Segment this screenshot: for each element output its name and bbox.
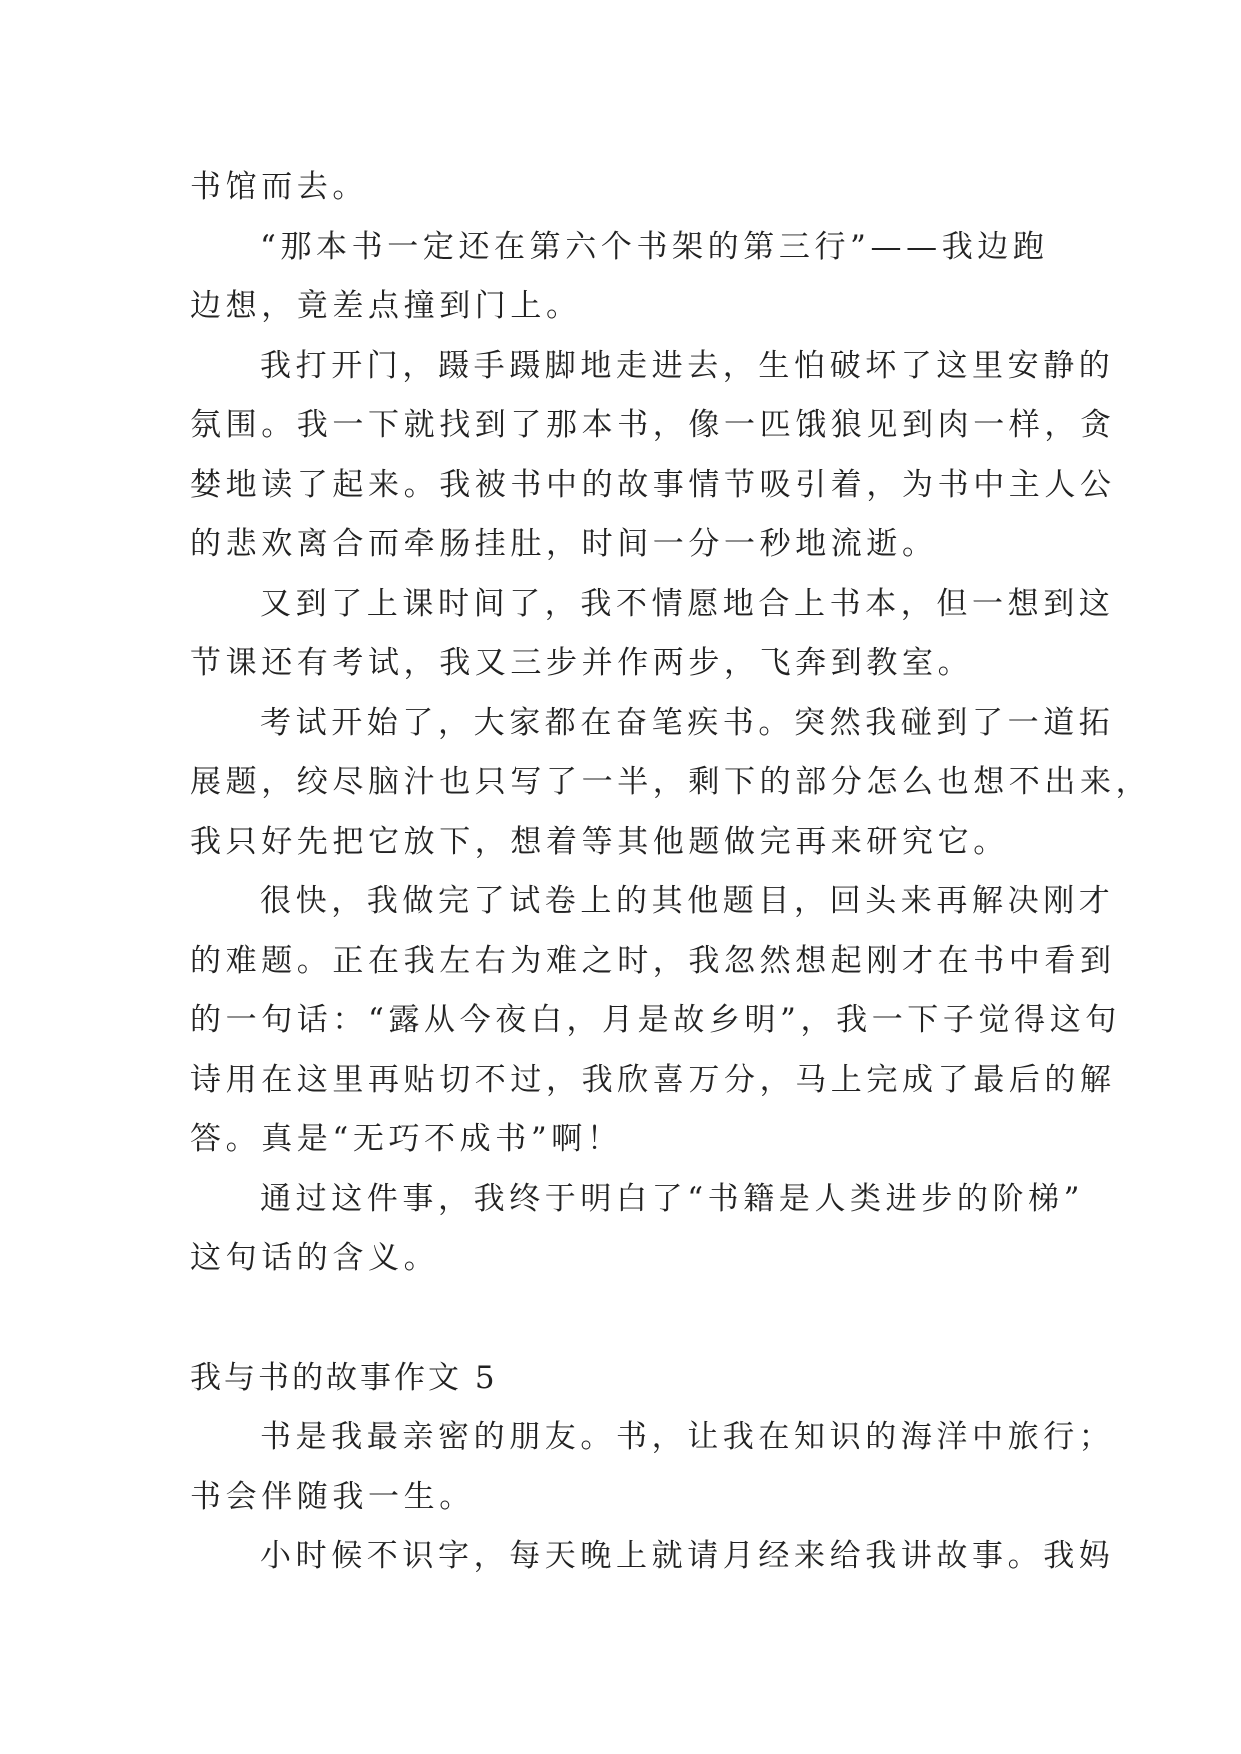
text-line: 又到了上课时间了，我不情愿地合上书本，但一想到这 [260, 585, 1115, 622]
text-line: 的一句话：“露从今夜白，月是故乡明”，我一下子觉得这句 [190, 1002, 1121, 1038]
text-line: 这句话的含义。 [190, 1240, 440, 1276]
paragraph [190, 218, 1050, 337]
text-line: 我打开门，蹑手蹑脚地走进去，生怕破坏了这里安静的 [260, 347, 1115, 384]
text-line: 诗用在这里再贴切不过，我欣喜万分，马上完成了最后的解 [190, 1061, 1116, 1098]
text-line: “那本书一定还在第六个书架的第三行”——我边跑 [260, 228, 1049, 265]
text-line: 书是我最亲密的朋友。书，让我在知识的海洋中旅行； [260, 1419, 1115, 1455]
section-heading-wrapper [190, 1349, 1050, 1409]
text-line: 边想，竟差点撞到门上。 [190, 288, 582, 324]
text-line: 书馆而去。 [190, 169, 368, 205]
paragraph [190, 872, 1121, 1170]
text-line: 氛围。我一下就找到了那本书，像一匹饿狼见到肉一样，贪 [190, 407, 1116, 443]
document-body [190, 158, 1152, 1587]
paragraph [190, 694, 1152, 873]
text-line: 节课还有考试，我又三步并作两步，飞奔到教室。 [190, 645, 974, 681]
text-line: 的悲欢离合而牵肠挂肚，时间一分一秒地流逝。 [190, 526, 938, 562]
text-line: 书会伴随我一生。 [190, 1478, 475, 1515]
text-line: 考试开始了，大家都在奋笔疾书。突然我碰到了一道拓 [260, 704, 1115, 741]
text-line: 小时候不识字，每天晚上就请月经来给我讲故事。我妈 [260, 1538, 1115, 1574]
text-line: 我只好先把它放下，想着等其他题做完再来研究它。 [190, 823, 1009, 860]
paragraph [190, 1527, 1115, 1587]
text-line: 婪地读了起来。我被书中的故事情节吸引着，为书中主人公 [190, 466, 1116, 503]
text-line: 的难题。正在我左右为难之时，我忽然想起刚才在书中看到 [190, 942, 1116, 979]
text-line: 展题，绞尽脑汁也只写了一半，剩下的部分怎么也想不出来， [190, 764, 1152, 800]
section-gap [190, 1289, 1050, 1349]
text-line: 很快，我做完了试卷上的其他题目，回头来再解决刚才 [260, 883, 1115, 919]
paragraph [190, 1170, 1085, 1289]
text-line: 通过这件事，我终于明白了“书籍是人类进步的阶梯” [260, 1180, 1085, 1217]
paragraph [190, 337, 1116, 575]
paragraph [190, 575, 1115, 694]
section-heading: 我与书的故事作文 5 [190, 1359, 498, 1396]
text-line: 答。真是“无巧不成书”啊！ [190, 1121, 623, 1157]
paragraph [190, 158, 1050, 218]
paragraph [190, 1408, 1115, 1527]
